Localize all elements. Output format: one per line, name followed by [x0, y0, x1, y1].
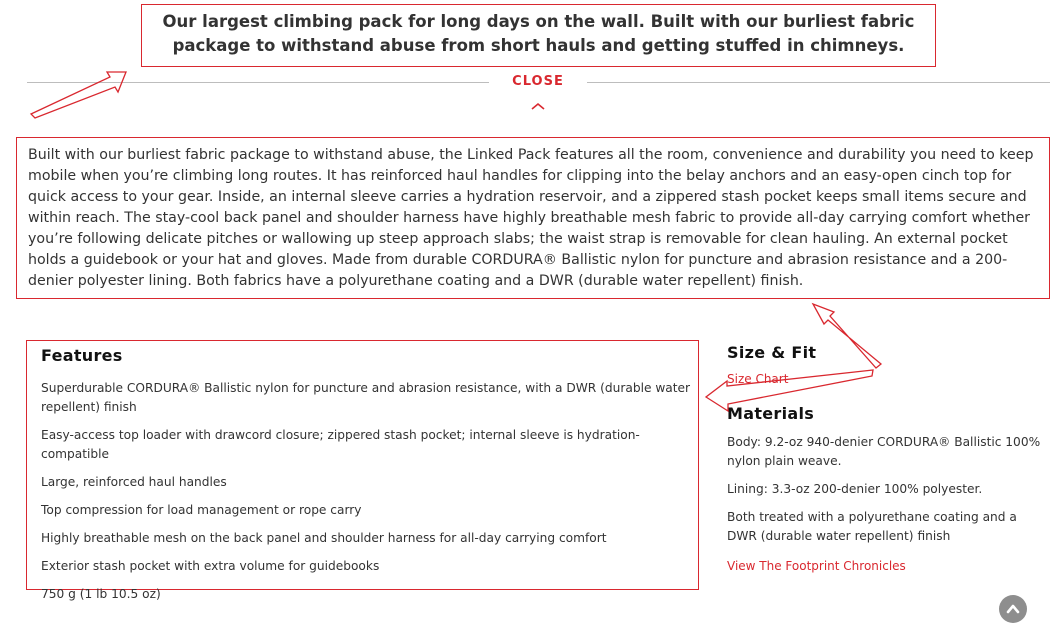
product-description [16, 137, 1050, 299]
feature-item: Exterior stash pocket with extra volume for guidebooks [41, 559, 380, 573]
scroll-to-top-button[interactable] [999, 595, 1027, 623]
feature-item: Easy-access top loader with drawcord closure; zippered stash pocket; internal sleeve is hydration-compatible [41, 428, 640, 461]
feature-item: Superdurable CORDURA® Ballistic nylon for puncture and abrasion resistance, with a DWR (durable water repellent) finish [41, 381, 691, 414]
features-section [26, 340, 699, 601]
materials-treatment: Both treated with a polyurethane coating and a DWR (durable water repellent) finish [727, 510, 1017, 543]
description-text: Built with our burliest fabric package to withstand abuse, the Linked Pack features all the room, convenience and durability you need to keep mobile when you’re climbing long routes. It has reinforced haul handles for clipping into the belay anchors and an easy-open cinch top for quick access to your gear. Inside, an internal sleeve carries a hydration reservoir, and a zippered stash pocket keeps small items secure and within reach. The stay-cool back panel and shoulder harness have highly breathable mesh fabric to provide all-day carrying comfort whether you’re following delicate pitches or wallowing up steep approach slabs; the waist strap is removable for clean hauling. An external pocket holds a guidebook or your hat and gloves. Made from durable CORDURA® Ballistic nylon for puncture and abrasion resistance and a 200-denier polyester lining. Both fabrics have a polyurethane coating and a DWR (durable water repellent) finish. [28, 147, 1034, 289]
headline-text: Our largest climbing pack for long days on the wall. Built with our burliest fabric package to withstand abuse from short hauls and getting stuffed in chimneys. [162, 12, 915, 55]
arrow-up-icon [1005, 601, 1021, 617]
chevron-up-icon[interactable] [529, 101, 547, 111]
size-chart-link[interactable]: Size Chart [727, 372, 789, 386]
divider-right [587, 82, 1050, 83]
materials-title: Materials [727, 404, 815, 423]
features-list [41, 379, 698, 604]
materials-body: Body: 9.2-oz 940-denier CORDURA® Ballistic 100% nylon plain weave. [727, 435, 1041, 468]
feature-item: Large, reinforced haul handles [41, 475, 227, 489]
annotation-arrow-headline [31, 72, 126, 118]
footprint-chronicles-link[interactable]: View The Footprint Chronicles [727, 559, 906, 573]
feature-item: 750 g (1 lb 10.5 oz) [41, 587, 161, 601]
headline-box [141, 4, 936, 67]
size-fit-title: Size & Fit [727, 343, 817, 362]
features-title: Features [41, 346, 123, 365]
specs-column [727, 343, 1047, 574]
close-button[interactable]: CLOSE [512, 74, 564, 89]
materials-lining: Lining: 3.3-oz 200-denier 100% polyester. [727, 482, 983, 496]
feature-item: Highly breathable mesh on the back panel and shoulder harness for all-day carrying comfort [41, 531, 607, 545]
divider-left [27, 82, 489, 83]
feature-item: Top compression for load management or rope carry [41, 503, 362, 517]
